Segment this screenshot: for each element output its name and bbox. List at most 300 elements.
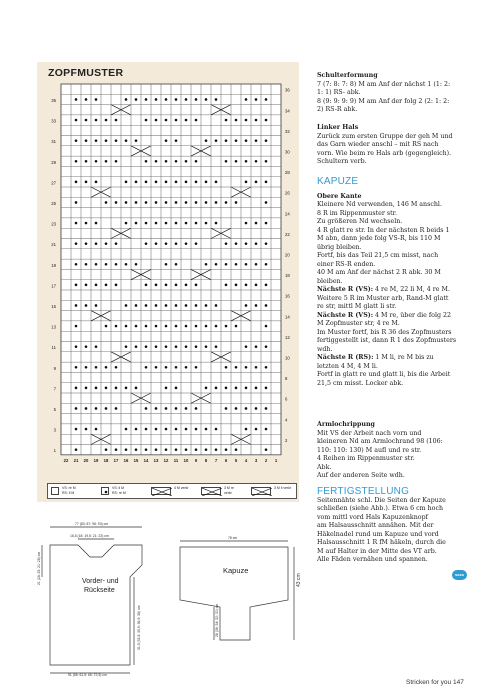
purl-dot — [135, 181, 138, 184]
row-number-left: 25 — [51, 201, 56, 207]
purl-dot — [115, 119, 118, 122]
text-line: Fortf, bis das Teil 21,5 cm misst, nach — [317, 252, 439, 259]
purl-dot — [145, 160, 148, 163]
purl-dot — [235, 139, 238, 142]
purl-dot — [75, 428, 78, 431]
text-line: 2) RS-R abk. — [317, 106, 358, 113]
purl-dot — [165, 407, 168, 410]
purl-dot — [165, 222, 168, 225]
purl-dot — [225, 284, 228, 287]
schulter-lines — [317, 81, 467, 115]
text-line: 7 (7: 8: 7: 8) M am Anf der nächst 1 (1: 2: — [317, 80, 451, 88]
column-number: 4 — [244, 457, 248, 463]
section-kapuze — [317, 178, 467, 388]
purl-dot — [185, 325, 188, 328]
column-number: 2 — [264, 457, 268, 463]
purl-dot — [255, 160, 258, 163]
purl-dot — [245, 428, 248, 431]
page-footer — [406, 679, 464, 686]
legend-text: 4 M verkr — [174, 486, 189, 490]
text-line: letzten 4 M, 4 M li. — [317, 362, 378, 370]
purl-dot — [75, 345, 78, 348]
purl-dot — [215, 181, 218, 184]
kapuze-lines — [317, 201, 467, 286]
purl-dot — [165, 181, 168, 184]
purl-dot — [165, 304, 168, 307]
purl-dot — [235, 366, 238, 369]
legend-symbol-blank — [51, 487, 59, 495]
purl-dot — [185, 98, 188, 101]
purl-dot — [215, 222, 218, 225]
purl-dot — [135, 448, 138, 451]
row-number-left: 35 — [51, 98, 56, 104]
purl-dot — [245, 284, 248, 287]
kapuze-naechste-1 — [317, 286, 467, 295]
purl-dot — [195, 428, 198, 431]
heading-armlochrippung: Armlochrippung — [317, 421, 375, 428]
purl-dot — [115, 325, 118, 328]
purl-dot — [115, 201, 118, 204]
purl-dot — [155, 201, 158, 204]
body-label-1: Vorder- und — [82, 578, 119, 585]
purl-dot — [75, 284, 78, 287]
purl-dot — [265, 139, 268, 142]
row-number-left: 31 — [51, 139, 56, 145]
kapuze-lines-4 — [317, 363, 467, 389]
purl-dot — [85, 407, 88, 410]
purl-dot — [245, 181, 248, 184]
purl-dot — [125, 325, 128, 328]
purl-dot — [225, 242, 228, 245]
purl-dot — [195, 160, 198, 163]
column-number: 12 — [163, 457, 169, 463]
column-number: 16 — [123, 457, 129, 463]
purl-dot — [215, 448, 218, 451]
purl-dot — [175, 139, 178, 142]
text-line: Zu größeren Nd wechseln. — [317, 218, 403, 225]
naechste-2-label: Nächste R (VS): — [317, 311, 374, 319]
row-number-right: 16 — [285, 293, 290, 299]
purl-dot — [175, 263, 178, 266]
purl-dot — [145, 284, 148, 287]
purl-dot — [155, 160, 158, 163]
legend-text: VS: re M RS: li M — [62, 486, 76, 495]
purl-dot — [115, 448, 118, 451]
purl-dot — [195, 345, 198, 348]
purl-dot — [175, 119, 178, 122]
row-number-left: 33 — [51, 118, 56, 124]
column-number: 1 — [274, 457, 278, 463]
row-number-left: 23 — [51, 221, 56, 227]
text-line: Alle Fäden vernähen und spannen. — [317, 556, 428, 563]
purl-dot — [75, 98, 78, 101]
purl-dot — [165, 160, 168, 163]
purl-dot — [75, 119, 78, 122]
text-line: Seitennähte schl. Die Seiten der Kapuze — [317, 496, 446, 504]
purl-dot — [185, 222, 188, 225]
purl-dot — [265, 428, 268, 431]
purl-dot — [205, 181, 208, 184]
row-number-left: 17 — [51, 283, 56, 289]
text-line: bleiben. — [317, 277, 343, 285]
purl-dot — [195, 325, 198, 328]
purl-dot — [255, 181, 258, 184]
purl-dot — [205, 139, 208, 142]
text-line: das Garn wieder anschl – mit RS nach — [317, 141, 439, 148]
purl-dot — [245, 242, 248, 245]
purl-dot — [175, 345, 178, 348]
purl-dot — [185, 407, 188, 410]
purl-dot — [125, 428, 128, 431]
text-line: Mit VS der Arbeit nach vorn und — [317, 429, 422, 437]
row-number-right: 14 — [285, 314, 290, 320]
purl-dot — [235, 160, 238, 163]
purl-dot — [195, 119, 198, 122]
purl-dot — [175, 201, 178, 204]
purl-dot — [95, 119, 98, 122]
purl-dot — [105, 263, 108, 266]
column-number: 7 — [214, 457, 218, 463]
purl-dot — [145, 181, 148, 184]
dim-armhole-height: 21 (24: 25: 21: 28) cm — [37, 551, 41, 585]
purl-dot — [165, 284, 168, 287]
purl-dot — [255, 222, 258, 225]
column-number: 9 — [194, 457, 198, 463]
purl-dot — [135, 345, 138, 348]
legend-symbol-cross-right — [151, 487, 171, 495]
purl-dot — [235, 325, 238, 328]
purl-dot — [215, 304, 218, 307]
purl-dot — [145, 242, 148, 245]
text-line: übrig bleiben. — [317, 243, 362, 251]
kapuze-lines-3 — [317, 320, 467, 354]
purl-dot — [205, 448, 208, 451]
dim-hood-width: 78 cm — [228, 536, 238, 540]
text-line: kleineren Nd am Armlochrand 98 (106: — [317, 438, 443, 445]
dim-neck-width: 16,5 (18: 19,5: 21: 22) cm — [70, 534, 109, 538]
row-number-right: 28 — [285, 170, 290, 176]
purl-dot — [235, 242, 238, 245]
purl-dot — [225, 407, 228, 410]
purl-dot — [105, 387, 108, 390]
row-number-left: 11 — [51, 345, 56, 351]
row-number-left: 3 — [53, 427, 56, 433]
dim-top-width: 77 (83: 87: 98: 93) cm — [75, 522, 109, 526]
garment-schematic — [30, 515, 310, 677]
purl-dot — [195, 448, 198, 451]
row-number-left: 7 — [53, 386, 56, 392]
purl-dot — [255, 366, 258, 369]
purl-dot — [215, 201, 218, 204]
legend-item — [48, 484, 98, 498]
purl-dot — [175, 181, 178, 184]
purl-dot — [175, 428, 178, 431]
purl-dot — [115, 139, 118, 142]
purl-dot — [185, 304, 188, 307]
purl-dot — [245, 160, 248, 163]
page-badge: ssss — [452, 570, 467, 580]
purl-dot — [165, 201, 168, 204]
row-number-right: 10 — [285, 355, 290, 361]
purl-dot — [215, 98, 218, 101]
purl-dot — [255, 407, 258, 410]
purl-dot — [85, 263, 88, 266]
purl-dot — [95, 345, 98, 348]
purl-dot — [215, 139, 218, 142]
heading-fertigstellung: FERTIGSTELLUNG — [317, 486, 410, 497]
purl-dot — [225, 387, 228, 390]
text-line: 21,5 cm misst. Locker abk. — [317, 379, 404, 387]
purl-dot — [265, 387, 268, 390]
purl-dot — [165, 448, 168, 451]
purl-dot — [155, 345, 158, 348]
row-number-left: 9 — [53, 365, 56, 371]
purl-dot — [225, 139, 228, 142]
dim-hood-neck: 28 (36: 34: 32: 30) cm — [215, 603, 219, 637]
purl-dot — [175, 222, 178, 225]
purl-dot — [145, 325, 148, 328]
purl-dot — [175, 242, 178, 245]
purl-dot — [145, 428, 148, 431]
row-number-right: 36 — [285, 87, 290, 93]
purl-dot — [155, 181, 158, 184]
purl-dot — [195, 98, 198, 101]
purl-dot — [75, 387, 78, 390]
purl-dot — [175, 160, 178, 163]
purl-dot — [165, 325, 168, 328]
text-line: am Halsausschnitt annähen. Mit der — [317, 522, 434, 529]
purl-dot — [265, 448, 268, 451]
purl-dot — [85, 345, 88, 348]
purl-dot — [95, 284, 98, 287]
legend-text: 3 M re verkr — [224, 486, 234, 495]
purl-dot — [145, 222, 148, 225]
legend-symbol-cross-right-small — [201, 487, 221, 495]
legend-text: VS: li M RS: re M — [112, 486, 126, 495]
purl-dot — [185, 119, 188, 122]
row-number-left: 29 — [51, 159, 56, 165]
row-number-right: 34 — [285, 108, 290, 114]
row-number-right: 8 — [285, 376, 288, 382]
purl-dot — [155, 242, 158, 245]
purl-dot — [225, 448, 228, 451]
purl-dot — [205, 304, 208, 307]
naechste-3-label: Nächste R (RS): — [317, 354, 374, 361]
purl-dot — [195, 304, 198, 307]
purl-dot — [125, 98, 128, 101]
purl-dot — [145, 366, 148, 369]
purl-dot — [85, 119, 88, 122]
purl-dot — [85, 428, 88, 431]
purl-dot — [115, 366, 118, 369]
text-line: Auf der anderen Seite wdh. — [317, 472, 405, 479]
column-number: 6 — [224, 457, 228, 463]
purl-dot — [185, 366, 188, 369]
purl-dot — [125, 448, 128, 451]
purl-dot — [115, 242, 118, 245]
purl-dot — [145, 345, 148, 348]
purl-dot — [155, 325, 158, 328]
purl-dot — [265, 242, 268, 245]
text-line: Zurück zum ersten Gruppe der geh M und — [317, 132, 453, 140]
row-number-right: 4 — [285, 417, 288, 423]
purl-dot — [185, 201, 188, 204]
purl-dot — [265, 222, 268, 225]
purl-dot — [225, 201, 228, 204]
purl-dot — [145, 407, 148, 410]
text-line: Im Muster fortf, bis R 36 des Zopfmusters — [317, 328, 452, 336]
purl-dot — [85, 98, 88, 101]
purl-dot — [135, 304, 138, 307]
text-line: fertiggestellt ist, dann R 1 des Zopfmusters — [317, 337, 457, 344]
purl-dot — [75, 139, 78, 142]
purl-dot — [255, 242, 258, 245]
purl-dot — [255, 284, 258, 287]
text-line: M abn, dann jede folg VS-R, bis 110 M — [317, 235, 441, 242]
purl-dot — [185, 448, 188, 451]
purl-dot — [255, 263, 258, 266]
section-linker-hals — [317, 124, 467, 167]
purl-dot — [135, 387, 138, 390]
text-line: wdh. — [317, 345, 333, 353]
purl-dot — [105, 407, 108, 410]
purl-dot — [185, 160, 188, 163]
purl-dot — [195, 201, 198, 204]
row-number-right: 20 — [285, 252, 290, 258]
dim-hood-height: 43 cm — [296, 573, 302, 587]
body-outline — [50, 545, 142, 665]
column-number: 19 — [93, 457, 99, 463]
purl-dot — [235, 448, 238, 451]
cable-chart — [37, 62, 299, 482]
chart-legend — [47, 483, 297, 499]
purl-dot — [185, 428, 188, 431]
column-number: 3 — [254, 457, 258, 463]
purl-dot — [155, 428, 158, 431]
purl-dot — [85, 160, 88, 163]
purl-dot — [85, 139, 88, 142]
legend-symbol-cross-left-small — [251, 487, 271, 495]
hood-label: Kapuze — [223, 566, 249, 575]
purl-dot — [115, 284, 118, 287]
purl-dot — [215, 345, 218, 348]
purl-dot — [265, 181, 268, 184]
purl-dot — [125, 263, 128, 266]
purl-dot — [175, 366, 178, 369]
purl-dot — [175, 448, 178, 451]
purl-dot — [135, 222, 138, 225]
purl-dot — [205, 428, 208, 431]
purl-dot — [175, 387, 178, 390]
row-number-right: 30 — [285, 149, 290, 155]
purl-dot — [175, 98, 178, 101]
purl-dot — [245, 366, 248, 369]
text-line: schließen (siehe Abb.). Etwa 6 cm hoch — [317, 505, 444, 512]
purl-dot — [115, 160, 118, 163]
column-number: 10 — [183, 457, 189, 463]
row-number-right: 24 — [285, 211, 290, 217]
purl-dot — [245, 139, 248, 142]
purl-dot — [245, 119, 248, 122]
row-number-left: 13 — [51, 324, 56, 330]
row-number-left: 19 — [51, 262, 56, 268]
purl-dot — [145, 304, 148, 307]
purl-dot — [75, 160, 78, 163]
purl-dot — [125, 139, 128, 142]
text-line: einer RS-R enden. — [317, 260, 376, 268]
purl-dot — [165, 98, 168, 101]
column-number: 17 — [113, 457, 119, 463]
text-line: Kleinere Nd verwenden, 146 M anschl. — [317, 201, 442, 208]
purl-dot — [205, 345, 208, 348]
purl-dot — [165, 263, 168, 266]
dim-bottom-width: 51 (56: 61,5: 65: 72,5) cm — [68, 673, 107, 677]
purl-dot — [185, 284, 188, 287]
purl-dot — [85, 284, 88, 287]
purl-dot — [265, 325, 268, 328]
purl-dot — [105, 366, 108, 369]
text-line: re str, mittl M glatt li str. — [317, 303, 397, 310]
chart-title: ZOPFMUSTER — [48, 67, 124, 79]
purl-dot — [75, 304, 78, 307]
section-armlochrippung — [317, 421, 467, 481]
purl-dot — [225, 325, 228, 328]
row-number-right: 26 — [285, 190, 290, 196]
purl-dot — [75, 407, 78, 410]
purl-dot — [75, 263, 78, 266]
column-number: 8 — [204, 457, 208, 463]
purl-dot — [245, 407, 248, 410]
legend-item — [98, 484, 148, 498]
purl-dot — [195, 407, 198, 410]
row-number-right: 2 — [285, 437, 288, 443]
row-number-right: 12 — [285, 334, 290, 340]
kapuze-lines-2 — [317, 295, 467, 312]
purl-dot — [165, 345, 168, 348]
purl-dot — [85, 222, 88, 225]
row-number-right: 6 — [285, 396, 288, 402]
column-number: 14 — [143, 457, 149, 463]
row-number-left: 21 — [51, 242, 56, 248]
purl-dot — [95, 181, 98, 184]
row-number-right: 18 — [285, 273, 290, 279]
purl-dot — [105, 325, 108, 328]
purl-dot — [215, 387, 218, 390]
purl-dot — [255, 387, 258, 390]
body-label-2: Rückseite — [84, 587, 115, 594]
purl-dot — [235, 284, 238, 287]
section-schulterformung — [317, 72, 467, 115]
text-line: 8 (9: 9: 9: 9) M am Anf der folg 2 (2: 1: 2: — [317, 97, 450, 105]
purl-dot — [135, 139, 138, 142]
purl-dot — [255, 139, 258, 142]
text-line: 4 Reihen im Rippenmuster str. — [317, 455, 415, 462]
purl-dot — [195, 366, 198, 369]
purl-dot — [125, 387, 128, 390]
column-number: 13 — [153, 457, 159, 463]
linker-hals-lines — [317, 133, 467, 167]
purl-dot — [265, 98, 268, 101]
purl-dot — [125, 345, 128, 348]
purl-dot — [135, 263, 138, 266]
purl-dot — [145, 119, 148, 122]
naechste-1-text: 4 re M, 22 li M, 4 re M. — [373, 286, 450, 293]
purl-dot — [225, 263, 228, 266]
purl-dot — [135, 98, 138, 101]
purl-dot — [95, 222, 98, 225]
text-line: 40 M am Anf der nächst 2 R abk. 30 M — [317, 269, 441, 276]
purl-dot — [215, 263, 218, 266]
